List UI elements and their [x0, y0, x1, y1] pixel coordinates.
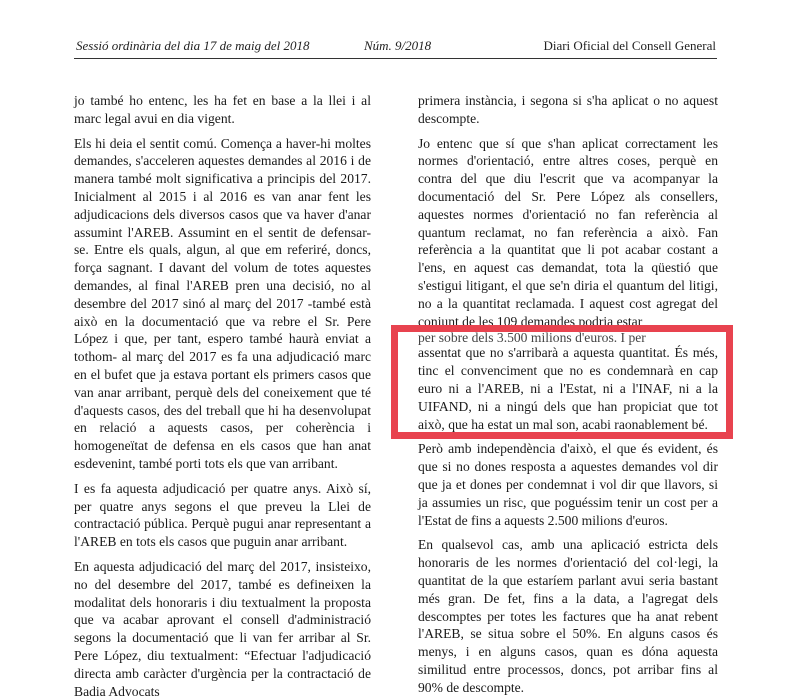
paragraph: I es fa aquesta adjudicació per quatre anys. Això sí, per quatre anys segons el que preveu la Llei de contractació pública. Perquè pugui anar representant a l'AREB en tots els casos que puguin anar arribant.: [74, 480, 371, 550]
occluded-line-text: per sobre dels 3.500 milions d'euros. I per: [418, 330, 646, 346]
paragraph: primera instància, i segona si s'ha aplicat o no aquest descompte.: [418, 93, 718, 126]
right-column: [418, 92, 718, 695]
paragraph: Els hi deia el sentit comú. Comença a haver-hi moltes demandes, s'acceleren aquestes demandes al 2016 i de manera també molt significativa a principis del 2017. Inicialment al 2015 i al 2016 es van anar fent les adjudicacions dels diversos casos que va haver d'anar assumint l'AREB. Assumint en el sentit de defensar-se. Entre els quals, algun, al que em referiré, doncs, força sagnant. I davant del volum de totes aquestes demandes, al final l'AREB pren una decisió, no al desembre del 2017 sinó al març del 2017 -també està això en la documentació que va rebre el Sr. Pere López i que, per tant, espero també haurà enviat a tothom- al març del 2017 es fa una adjudicació marc en el bufet que ja estava portant els primers casos que van anar arribant, perquè dels del coneixement que té d'aquests casos, des del treball que hi ha desenvolupat en relació a aquests casos, per coherència i homogeneïtat de defensa en els casos que han anat esdevenint, també porti tots els que van arribant.: [74, 135, 371, 471]
page-header: [76, 38, 716, 56]
highlighted-paragraph: assentat que no s'arribarà a aquesta quantitat. És més, tinc el convenciment que no es condemnarà en cap euro ni a l'AREB, ni a l'Estat, ni a l'INAF, ni a la UIFAND, ni a ningú dels que han propiciat que tot això, que ha estat un mal son, acabi raonablement bé.: [418, 345, 718, 432]
paragraph: jo també ho entenc, les ha fet en base a la llei i al marc legal avui en dia vigent.: [74, 93, 371, 126]
paragraph: Jo entenc que sí que s'han aplicat correctament les normes d'orientació, entre altres coses, perquè en contra del que diu l'escrit que va acompanyar la documentació del Sr. Pere López als consellers, aquestes normes d'orientació no fan referència al quantum reclamat, no fan referència a això. Fan referència a la quantitat que li pot acabar costant a l'ens, en aquest cas demandat, tota la qüestió que s'estigui litigant, el que se'n diria el quantum del litigi, no a la quantitat reclamada. I aquest cost agregat del conjunt de les 109 demandes podria estar: [418, 135, 718, 329]
publication-title: Diari Oficial del Consell General: [543, 38, 716, 53]
session-date: Sessió ordinària del dia 17 de maig del 2018: [76, 38, 310, 53]
paragraph: Però amb independència d'això, el que és evident, és que si no dones resposta a aquestes demandes vol dir que ja et dones per condemnat i vol dir que llavors, si ja assumies un risc, que poguéssim tenir un cost per a l'Estat de fins a aquests 2.500 milions d'euros.: [418, 441, 718, 528]
issue-number: Núm. 9/2018: [364, 38, 432, 53]
paragraph: En aquesta adjudicació del març del 2017, insisteixo, no del desembre del 2017, també es defineixen la modalitat dels honoraris i diu textualment la proposta que va acabar aprovant el consell d'administració segons la documentació que li van fer arribar al Sr. Pere López, diu textualment: “Efectuar l'adjudicació directa amb caràcter d'urgència per la contractació de Badia Advocats: [74, 558, 371, 699]
paragraph: En qualsevol cas, amb una aplicació estricta dels honoraris de les normes d'orientació del col·legi, la quantitat de la que estaríem parlant avui seria bastant més gran. De fet, fins a la data, a l'agregat dels descomptes per totes les factures que ha anat rebent l'AREB, se situa sobre el 50%. En alguns casos és menys, i en alguns casos, quan es dóna aquesta similitud entre processos, doncs, pot arribar fins al 90% de descompte.: [418, 537, 718, 695]
header-rule: [74, 58, 717, 59]
occluded-line: [418, 329, 718, 346]
left-column: [74, 92, 371, 699]
